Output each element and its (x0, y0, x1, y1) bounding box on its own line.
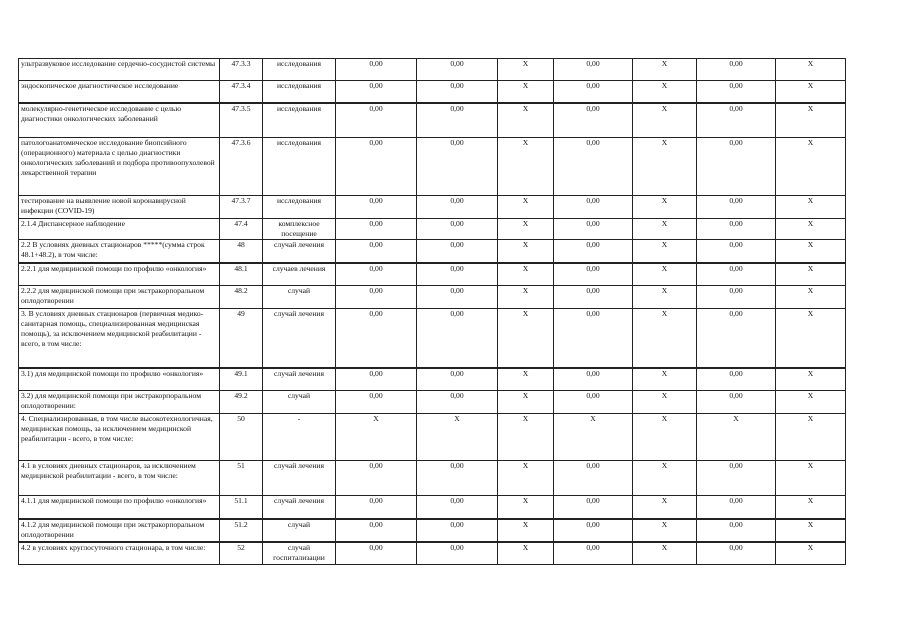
value-cell: 0,00 (417, 81, 498, 103)
value-cell: 0,00 (417, 219, 498, 240)
unit-cell: случай (263, 391, 336, 414)
row-name-cell: 4. Специализированная, в том числе высокотехнологичная, медицинская помощь, за исключением медицинской реабилитации - всего, в том числе: (19, 414, 220, 461)
row-number-cell: 47.3.3 (220, 59, 263, 81)
value-cell: 0,00 (336, 542, 417, 565)
value-cell: 0,00 (336, 263, 417, 286)
unit-cell: случай (263, 286, 336, 309)
value-cell: 0,00 (554, 81, 633, 103)
value-cell: X (498, 414, 554, 461)
value-cell: X (633, 519, 697, 542)
value-cell: X (498, 286, 554, 309)
value-cell: X (554, 414, 633, 461)
value-cell: 0,00 (336, 461, 417, 496)
row-number-cell: 47.3.5 (220, 103, 263, 138)
table-row (19, 240, 846, 263)
row-name-cell: 2.1.4 Диспансерное наблюдение (19, 219, 220, 240)
value-cell: X (776, 309, 846, 368)
value-cell: 0,00 (554, 138, 633, 196)
value-cell: 0,00 (554, 309, 633, 368)
table-row (19, 309, 846, 368)
value-cell: X (776, 59, 846, 81)
value-cell: X (633, 461, 697, 496)
unit-cell: случай лечения (263, 461, 336, 496)
value-cell: X (776, 263, 846, 286)
value-cell: X (498, 461, 554, 496)
unit-cell: исследования (263, 196, 336, 219)
value-cell: X (498, 263, 554, 286)
value-cell: X (336, 414, 417, 461)
value-cell: 0,00 (697, 263, 776, 286)
row-number-cell: 49.1 (220, 368, 263, 391)
value-cell: X (498, 219, 554, 240)
table-row (19, 391, 846, 414)
value-cell: X (498, 519, 554, 542)
value-cell: X (633, 263, 697, 286)
value-cell: X (498, 103, 554, 138)
value-cell: 0,00 (697, 219, 776, 240)
row-number-cell: 52 (220, 542, 263, 565)
value-cell: 0,00 (554, 286, 633, 309)
value-cell: 0,00 (336, 59, 417, 81)
value-cell: X (776, 138, 846, 196)
value-cell: 0,00 (697, 59, 776, 81)
value-cell: X (776, 391, 846, 414)
value-cell: 0,00 (697, 196, 776, 219)
unit-cell: исследования (263, 103, 336, 138)
row-number-cell: 48.1 (220, 263, 263, 286)
value-cell: X (776, 414, 846, 461)
value-cell: 0,00 (417, 391, 498, 414)
value-cell: X (776, 240, 846, 263)
value-cell: X (498, 59, 554, 81)
row-number-cell: 49 (220, 309, 263, 368)
value-cell: 0,00 (697, 496, 776, 519)
value-cell: X (498, 542, 554, 565)
value-cell: 0,00 (336, 103, 417, 138)
value-cell: 0,00 (336, 138, 417, 196)
value-cell: X (498, 81, 554, 103)
value-cell: 0,00 (336, 309, 417, 368)
value-cell: 0,00 (697, 103, 776, 138)
value-cell: X (776, 103, 846, 138)
unit-cell: случаев лечения (263, 263, 336, 286)
unit-cell: случай (263, 519, 336, 542)
value-cell: X (633, 391, 697, 414)
row-name-cell: 2.2 В условиях дневных стационаров *****(сумма строк 48.1+48.2), в том числе: (19, 240, 220, 263)
value-cell: X (776, 81, 846, 103)
row-number-cell: 47.3.6 (220, 138, 263, 196)
value-cell: 0,00 (417, 496, 498, 519)
value-cell: X (498, 368, 554, 391)
row-name-cell: ультразвуковое исследование сердечно-сосудистой системы (19, 59, 220, 81)
value-cell: 0,00 (554, 196, 633, 219)
value-cell: X (776, 461, 846, 496)
value-cell: X (633, 81, 697, 103)
value-cell: 0,00 (697, 286, 776, 309)
row-name-cell: 3. В условиях дневных стационаров (первичная медико-санитарная помощь, специализированная медицинская помощь), за исключением медицинской реабилитации - всего, в том числе: (19, 309, 220, 368)
data-table (18, 58, 846, 565)
value-cell: 0,00 (554, 496, 633, 519)
row-name-cell: 2.2.2 для медицинской помощи при экстракорпоральном оплодотворении (19, 286, 220, 309)
table-row (19, 542, 846, 565)
unit-cell: исследования (263, 59, 336, 81)
row-number-cell: 50 (220, 414, 263, 461)
row-number-cell: 48 (220, 240, 263, 263)
unit-cell: исследования (263, 138, 336, 196)
value-cell: 0,00 (697, 519, 776, 542)
value-cell: 0,00 (417, 196, 498, 219)
value-cell: 0,00 (417, 240, 498, 263)
value-cell: 0,00 (697, 81, 776, 103)
value-cell: 0,00 (697, 138, 776, 196)
row-name-cell: 3.2) для медицинской помощи при экстракорпоральном оплодотворении: (19, 391, 220, 414)
value-cell: 0,00 (417, 519, 498, 542)
value-cell: X (633, 219, 697, 240)
value-cell: X (776, 542, 846, 565)
value-cell: X (633, 286, 697, 309)
value-cell: X (776, 496, 846, 519)
row-number-cell: 51.2 (220, 519, 263, 542)
row-number-cell: 48.2 (220, 286, 263, 309)
value-cell: X (776, 519, 846, 542)
value-cell: X (498, 240, 554, 263)
row-name-cell: 4.1 в условиях дневных стационаров, за исключением медицинской реабилитации - всего, в том числе: (19, 461, 220, 496)
value-cell: 0,00 (417, 368, 498, 391)
value-cell: X (776, 196, 846, 219)
value-cell: X (633, 103, 697, 138)
row-name-cell: молекулярно-генетическое исследование с целью диагностики онкологических заболеваний (19, 103, 220, 138)
row-name-cell: тестирование на выявление новой коронавирусной инфекции (COVID-19) (19, 196, 220, 219)
row-name-cell: 4.1.2 для медицинской помощи при экстракорпоральном оплодотворении (19, 519, 220, 542)
value-cell: X (776, 286, 846, 309)
value-cell: X (633, 138, 697, 196)
row-number-cell: 51.1 (220, 496, 263, 519)
value-cell: 0,00 (336, 391, 417, 414)
row-name-cell: патологоанатомическое исследование биопсийного (операционного) материала с целью диагностики онкологических заболеваний и подбора противоопухолевой лекарственной терапии (19, 138, 220, 196)
row-number-cell: 49.2 (220, 391, 263, 414)
row-number-cell: 51 (220, 461, 263, 496)
value-cell: X (417, 414, 498, 461)
value-cell: X (633, 59, 697, 81)
value-cell: 0,00 (417, 309, 498, 368)
value-cell: 0,00 (554, 391, 633, 414)
value-cell: X (498, 309, 554, 368)
row-number-cell: 47.3.7 (220, 196, 263, 219)
table-row (19, 59, 846, 81)
row-name-cell: 4.1.1 для медицинской помощи по профилю «онкология» (19, 496, 220, 519)
value-cell: 0,00 (554, 542, 633, 565)
value-cell: 0,00 (336, 496, 417, 519)
table-row (19, 196, 846, 219)
value-cell: 0,00 (417, 263, 498, 286)
value-cell: 0,00 (417, 138, 498, 196)
value-cell: 0,00 (697, 309, 776, 368)
value-cell: 0,00 (697, 240, 776, 263)
row-name-cell: 3.1) для медицинской помощи по профилю «онкология» (19, 368, 220, 391)
unit-cell: случай госпитализации (263, 542, 336, 565)
unit-cell: комплексное посещение (263, 219, 336, 240)
value-cell: 0,00 (417, 542, 498, 565)
table-row (19, 368, 846, 391)
value-cell: 0,00 (554, 461, 633, 496)
value-cell: X (776, 368, 846, 391)
value-cell: 0,00 (554, 103, 633, 138)
table-row (19, 414, 846, 461)
table-row (19, 81, 846, 103)
table-row (19, 263, 846, 286)
value-cell: X (633, 414, 697, 461)
value-cell: X (498, 196, 554, 219)
value-cell: 0,00 (336, 368, 417, 391)
table-row (19, 519, 846, 542)
value-cell: 0,00 (554, 219, 633, 240)
table-row (19, 103, 846, 138)
value-cell: X (498, 496, 554, 519)
table-row (19, 496, 846, 519)
value-cell: 0,00 (697, 368, 776, 391)
value-cell: 0,00 (697, 461, 776, 496)
unit-cell: случай лечения (263, 240, 336, 263)
unit-cell: случай лечения (263, 368, 336, 391)
value-cell: X (633, 368, 697, 391)
value-cell: 0,00 (554, 519, 633, 542)
row-number-cell: 47.3.4 (220, 81, 263, 103)
value-cell: 0,00 (417, 461, 498, 496)
row-name-cell: 2.2.1 для медицинской помощи по профилю «онкология» (19, 263, 220, 286)
row-name-cell: эндоскопическое диагностическое исследование (19, 81, 220, 103)
value-cell: 0,00 (554, 59, 633, 81)
value-cell: 0,00 (554, 368, 633, 391)
value-cell: X (498, 138, 554, 196)
unit-cell: случай лечения (263, 309, 336, 368)
unit-cell: исследования (263, 81, 336, 103)
value-cell: X (697, 414, 776, 461)
table-row (19, 461, 846, 496)
value-cell: 0,00 (554, 240, 633, 263)
value-cell: 0,00 (417, 103, 498, 138)
value-cell: 0,00 (336, 196, 417, 219)
row-number-cell: 47.4 (220, 219, 263, 240)
value-cell: 0,00 (336, 240, 417, 263)
value-cell: 0,00 (417, 59, 498, 81)
value-cell: X (498, 391, 554, 414)
value-cell: X (776, 219, 846, 240)
value-cell: 0,00 (417, 286, 498, 309)
unit-cell: - (263, 414, 336, 461)
value-cell: X (633, 496, 697, 519)
value-cell: 0,00 (554, 263, 633, 286)
row-name-cell: 4.2 в условиях круглосуточного стационара, в том числе: (19, 542, 220, 565)
value-cell: X (633, 240, 697, 263)
value-cell: 0,00 (336, 286, 417, 309)
value-cell: 0,00 (697, 542, 776, 565)
table-row (19, 138, 846, 196)
value-cell: X (633, 309, 697, 368)
value-cell: 0,00 (336, 81, 417, 103)
value-cell: X (633, 542, 697, 565)
table-row (19, 286, 846, 309)
value-cell: 0,00 (336, 519, 417, 542)
value-cell: 0,00 (697, 391, 776, 414)
unit-cell: случай лечения (263, 496, 336, 519)
value-cell: X (633, 196, 697, 219)
table-row (19, 219, 846, 240)
value-cell: 0,00 (336, 219, 417, 240)
